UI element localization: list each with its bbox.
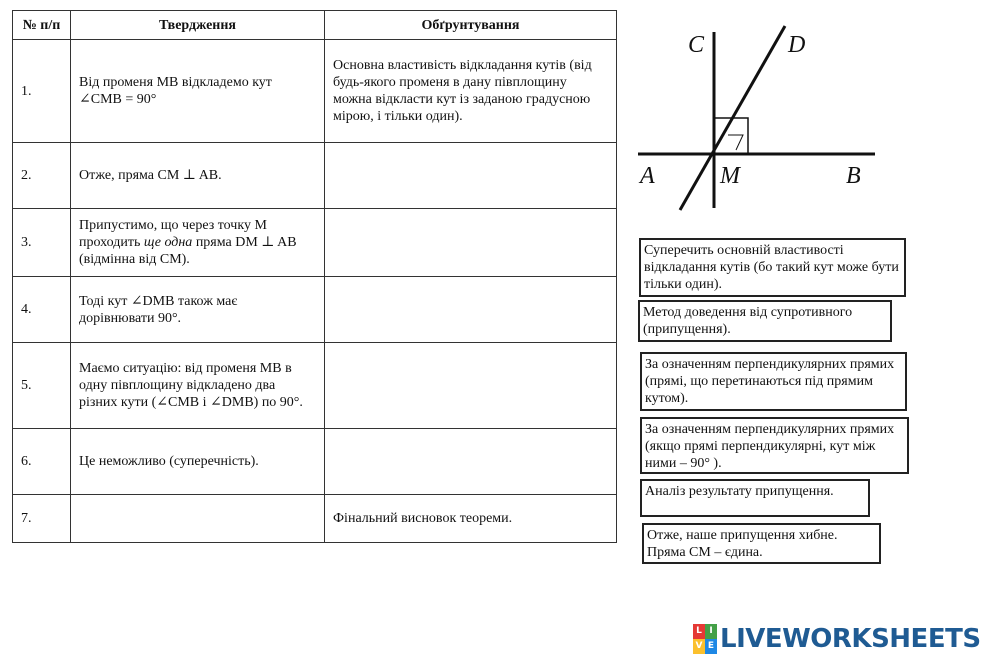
header-statement: Твердження <box>71 11 325 40</box>
statement-text: Припустимо, що через точку M проходить <box>79 218 267 250</box>
logo-badge-letter: V <box>693 639 705 654</box>
table-row <box>13 429 617 495</box>
row-justification: Основна властивість відкладання кутів (від будь-якого променя в дану півплощину можна відкласти кут із заданою градусною мірою, і тільки один). <box>325 40 617 143</box>
draggable-card[interactable]: За означенням перпендикулярних прямих (прямі, що перетинаються під прямим кутом). <box>640 352 907 411</box>
draggable-card[interactable]: За означенням перпендикулярних прямих (якщо прямі перпендикулярні, кут між ними – 90° ). <box>640 417 909 474</box>
angle-arc-mark <box>728 135 743 150</box>
row-number: 7. <box>13 495 71 543</box>
draggable-card[interactable]: Метод доведення від супротивного (припущення). <box>638 300 892 342</box>
draggable-card[interactable]: Суперечить основній властивості відкладання кутів (бо такий кут може бути тільки один). <box>639 238 906 297</box>
row-number: 1. <box>13 40 71 143</box>
row-statement: Тоді кут ∠DMB також має дорівнювати 90°. <box>71 277 325 343</box>
row-statement: Від променя MB відкладемо кут ∠CMB = 90° <box>71 40 325 143</box>
proof-table <box>12 10 617 543</box>
drop-zone[interactable] <box>325 277 617 343</box>
table-row <box>13 40 617 143</box>
header-justification: Обґрунтування <box>325 11 617 40</box>
logo-text: LIVEWORKSHEETS <box>720 624 981 654</box>
drop-zone[interactable] <box>325 343 617 429</box>
drop-zone[interactable] <box>325 143 617 209</box>
table-row <box>13 343 617 429</box>
drop-zone[interactable] <box>71 495 325 543</box>
label-b: B <box>846 163 861 189</box>
geometry-diagram <box>630 22 890 217</box>
label-c: C <box>688 32 705 58</box>
logo-badge-icon <box>693 624 717 654</box>
draggable-card[interactable]: Аналіз результату припущення. <box>640 479 870 517</box>
table-row <box>13 143 617 209</box>
logo-badge-letter: E <box>705 639 717 654</box>
draggable-card[interactable]: Отже, наше припущення хибне. Пряма CM – єдина. <box>642 523 881 564</box>
logo-badge-letter: I <box>705 624 717 639</box>
statement-emphasis: ще одна <box>143 235 193 250</box>
row-statement: Отже, пряма CM ⊥ AB. <box>71 143 325 209</box>
row-statement: Маємо ситуацію: від променя MB в одну півплощину відкладено два різних кути (∠CMB і ∠DMB) по 90°. <box>71 343 325 429</box>
row-statement <box>71 209 325 277</box>
table-row <box>13 277 617 343</box>
label-a: A <box>640 163 655 189</box>
table-header-row <box>13 11 617 40</box>
label-d: D <box>788 32 806 58</box>
logo-badge-letter: L <box>693 624 705 639</box>
label-m: M <box>720 163 740 189</box>
row-number: 5. <box>13 343 71 429</box>
statement-text: пряма DM ⊥ AB (відмінна від CM). <box>79 235 297 267</box>
row-justification: Фінальний висновок теореми. <box>325 495 617 543</box>
liveworksheets-logo <box>693 622 981 656</box>
row-number: 3. <box>13 209 71 277</box>
drop-zone[interactable] <box>325 209 617 277</box>
row-number: 6. <box>13 429 71 495</box>
row-number: 4. <box>13 277 71 343</box>
table-row <box>13 495 617 543</box>
row-number: 2. <box>13 143 71 209</box>
header-number: № п/п <box>13 11 71 40</box>
row-statement: Це неможливо (суперечність). <box>71 429 325 495</box>
table-row <box>13 209 617 277</box>
drop-zone[interactable] <box>325 429 617 495</box>
